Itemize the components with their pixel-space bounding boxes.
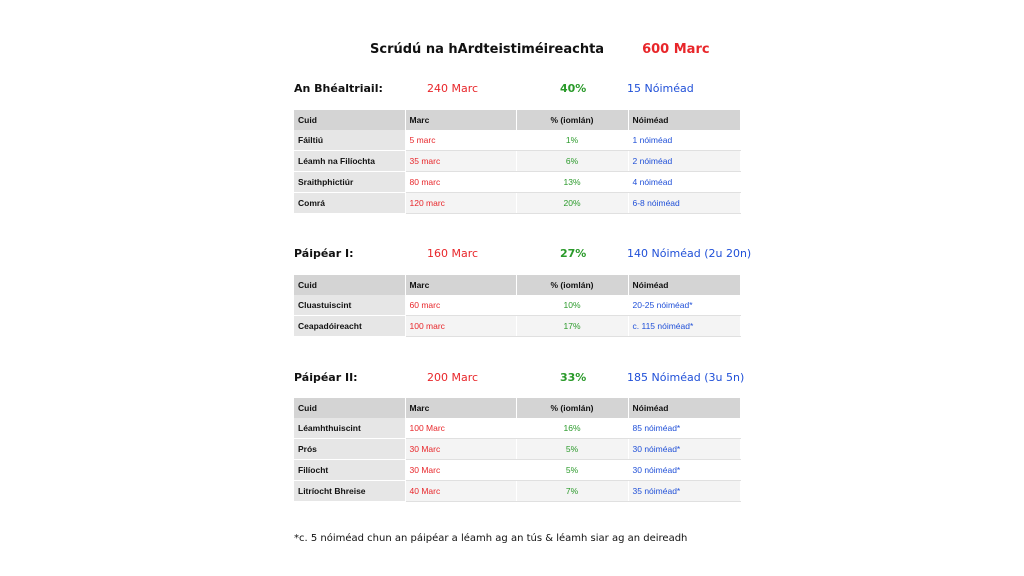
cell-time: 20-25 nóiméad* (628, 295, 740, 316)
cell-part: Ceapadóireacht (294, 316, 405, 337)
cell-marks: 30 Marc (405, 460, 516, 481)
cell-marks: 80 marc (405, 172, 516, 193)
cell-time: 35 nóiméad* (628, 481, 740, 502)
cell-percent: 5% (516, 460, 628, 481)
section-table-oral (294, 110, 741, 214)
table-row (294, 193, 740, 214)
cell-percent: 17% (516, 316, 628, 337)
section-time: 185 Nóiméad (3u 5n) (627, 371, 745, 384)
section-marks: 160 Marc (427, 247, 479, 260)
header-percent: % (iomlán) (516, 110, 628, 130)
table-row (294, 439, 740, 460)
header-noimead: Nóiméad (628, 110, 740, 130)
cell-marks: 60 marc (405, 295, 516, 316)
cell-part: Sraithphictiúr (294, 172, 405, 193)
section-name: Páipéar II: (294, 371, 358, 384)
table-row (294, 172, 740, 193)
table-row (294, 316, 740, 337)
table-row (294, 460, 740, 481)
cell-part: Léamh na Filíochta (294, 151, 405, 172)
table-header-row (294, 275, 740, 295)
cell-marks: 40 Marc (405, 481, 516, 502)
cell-time: 1 nóiméad (628, 130, 740, 151)
cell-percent: 7% (516, 481, 628, 502)
cell-time: 30 nóiméad* (628, 439, 740, 460)
cell-marks: 35 marc (405, 151, 516, 172)
table-row (294, 295, 740, 316)
cell-percent: 1% (516, 130, 628, 151)
total-marks: 600 Marc (642, 42, 710, 57)
section-table-paper-1 (294, 275, 741, 337)
cell-time: 2 nóiméad (628, 151, 740, 172)
cell-time: 30 nóiméad* (628, 460, 740, 481)
header-marc: Marc (405, 398, 516, 418)
page-title (370, 42, 710, 57)
cell-part: Cluastuiscint (294, 295, 405, 316)
header-percent: % (iomlán) (516, 398, 628, 418)
header-cuid: Cuid (294, 275, 405, 295)
cell-percent: 20% (516, 193, 628, 214)
cell-marks: 5 marc (405, 130, 516, 151)
cell-percent: 6% (516, 151, 628, 172)
section-header-oral (294, 82, 744, 98)
cell-time: c. 115 nóiméad* (628, 316, 740, 337)
cell-time: 4 nóiméad (628, 172, 740, 193)
section-percent: 40% (560, 82, 587, 95)
section-marks: 200 Marc (427, 371, 479, 384)
section-percent: 27% (560, 247, 587, 260)
section-time: 15 Nóiméad (627, 82, 694, 95)
cell-percent: 13% (516, 172, 628, 193)
header-cuid: Cuid (294, 110, 405, 130)
section-header-paper-2 (294, 371, 744, 387)
cell-part: Léamhthuiscint (294, 418, 405, 439)
section-table-paper-2 (294, 398, 741, 502)
header-marc: Marc (405, 275, 516, 295)
section-time: 140 Nóiméad (2u 20n) (627, 247, 752, 260)
footnote: *c. 5 nóiméad chun an páipéar a léamh ag an tús & léamh siar ag an deireadh (294, 533, 688, 544)
exam-title: Scrúdú na hArdteistiméireachta (370, 42, 605, 57)
cell-part: Fáiltiú (294, 130, 405, 151)
header-noimead: Nóiméad (628, 275, 740, 295)
cell-marks: 100 marc (405, 316, 516, 337)
table-header-row (294, 110, 740, 130)
table-row (294, 151, 740, 172)
section-header-paper-1 (294, 247, 752, 263)
section-percent: 33% (560, 371, 587, 384)
cell-percent: 16% (516, 418, 628, 439)
cell-time: 6-8 nóiméad (628, 193, 740, 214)
cell-part: Litríocht Bhreise (294, 481, 405, 502)
cell-percent: 5% (516, 439, 628, 460)
cell-part: Filíocht (294, 460, 405, 481)
table-row (294, 481, 740, 502)
cell-marks: 100 Marc (405, 418, 516, 439)
header-cuid: Cuid (294, 398, 405, 418)
cell-marks: 120 marc (405, 193, 516, 214)
table-row (294, 130, 740, 151)
header-marc: Marc (405, 110, 516, 130)
table-header-row (294, 398, 740, 418)
table-row (294, 418, 740, 439)
cell-marks: 30 Marc (405, 439, 516, 460)
section-marks: 240 Marc (427, 82, 479, 95)
header-noimead: Nóiméad (628, 398, 740, 418)
cell-part: Prós (294, 439, 405, 460)
cell-part: Comrá (294, 193, 405, 214)
section-name: Páipéar I: (294, 247, 354, 260)
cell-time: 85 nóiméad* (628, 418, 740, 439)
section-name: An Bhéaltriail: (294, 82, 383, 95)
cell-percent: 10% (516, 295, 628, 316)
header-percent: % (iomlán) (516, 275, 628, 295)
